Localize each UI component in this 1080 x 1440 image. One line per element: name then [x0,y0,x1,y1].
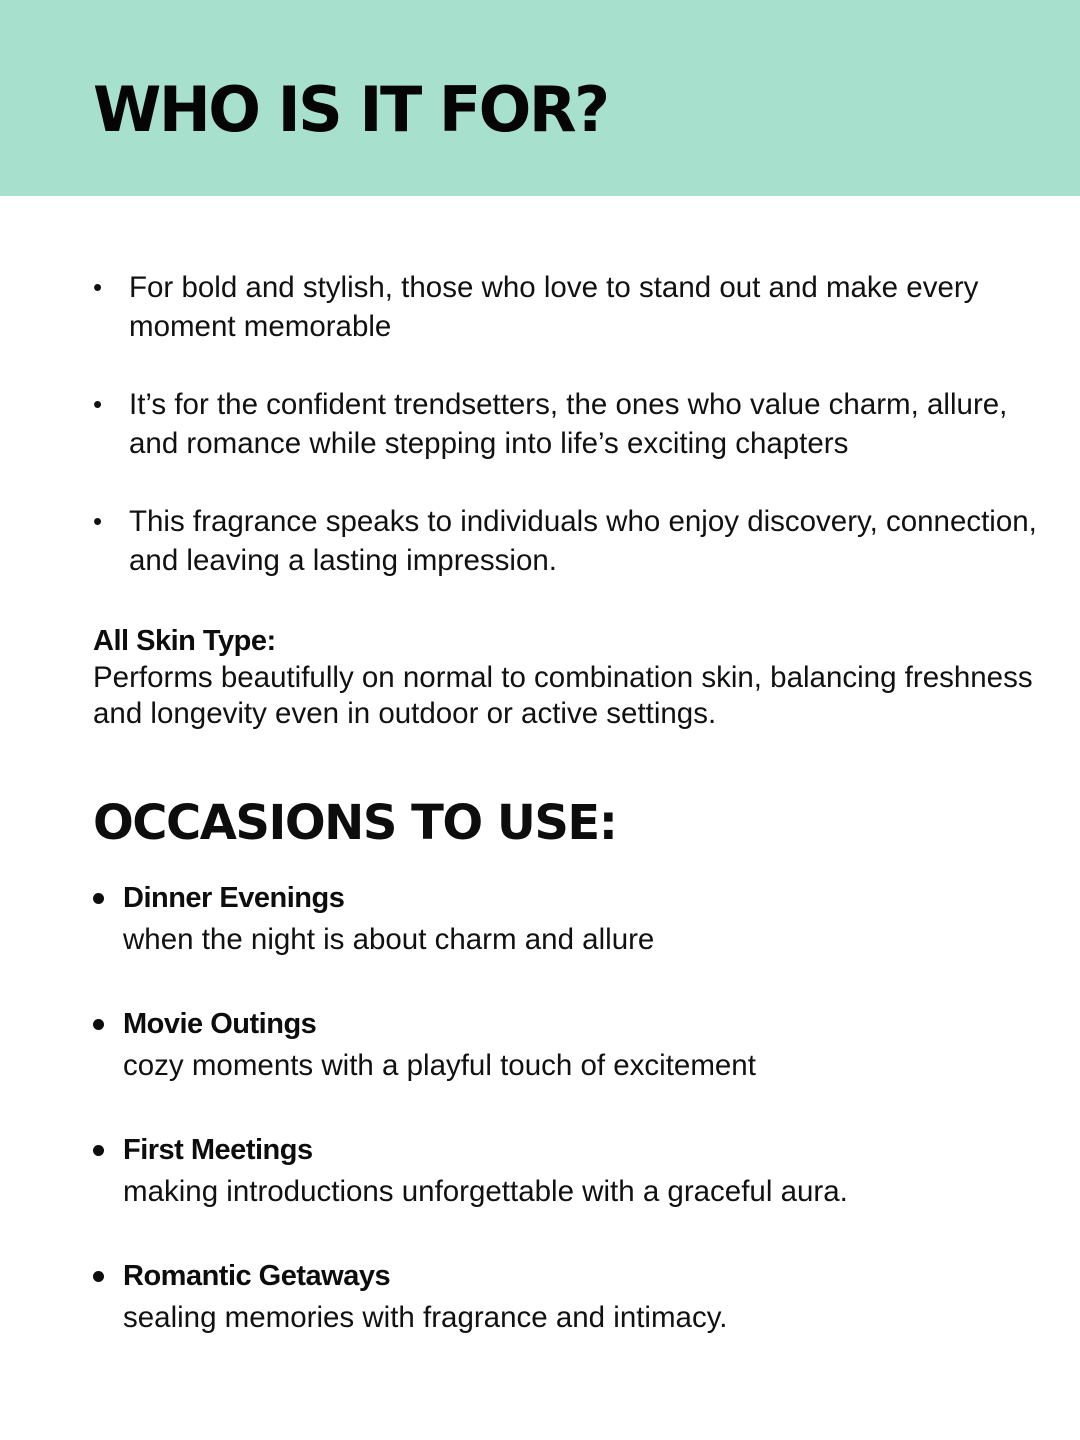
bullet-icon [93,1019,104,1030]
occasion-item [93,1256,1053,1382]
occasion-item [93,1004,1053,1130]
skin-type-section [93,622,1053,732]
occasion-description: cozy moments with a playful touch of excitement [123,1049,756,1082]
occasion-name: Romantic Getaways [123,1260,391,1292]
audience-text: This fragrance speaks to individuals who enjoy discovery, connection, and leaving a lasting impression. [129,505,1037,577]
occasions-list [93,878,1053,1382]
occasion-name: Dinner Evenings [123,882,345,914]
occasions-heading: OCCASIONS TO USE: [93,795,617,851]
bullet-icon: • [93,272,103,302]
occasion-item [93,878,1053,1004]
occasion-description: making introductions unforgettable with a graceful aura. [123,1175,848,1208]
skin-type-heading: All Skin Type: [93,625,276,657]
list-item [93,385,1063,463]
list-item [93,268,1063,346]
occasion-description: sealing memories with fragrance and intimacy. [123,1301,728,1334]
occasion-name: Movie Outings [123,1008,317,1040]
audience-text: It’s for the confident trendsetters, the ones who value charm, allure, and romance while stepping into life’s exciting chapters [129,388,1008,460]
audience-list [93,268,1063,619]
occasion-item [93,1130,1053,1256]
occasion-description: when the night is about charm and allure [123,923,655,956]
bullet-icon [93,1271,104,1282]
audience-text: For bold and stylish, those who love to stand out and make every moment memorable [129,271,979,343]
bullet-icon [93,1145,104,1156]
bullet-icon: • [93,506,103,536]
occasion-name: First Meetings [123,1134,313,1166]
skin-type-description: Performs beautifully on normal to combination skin, balancing freshness and longevity even in outdoor or active settings. [93,661,1033,730]
list-item [93,502,1063,580]
bullet-icon: • [93,389,103,419]
header-band [0,0,1080,196]
bullet-icon [93,893,104,904]
page-title: WHO IS IT FOR? [93,73,608,146]
